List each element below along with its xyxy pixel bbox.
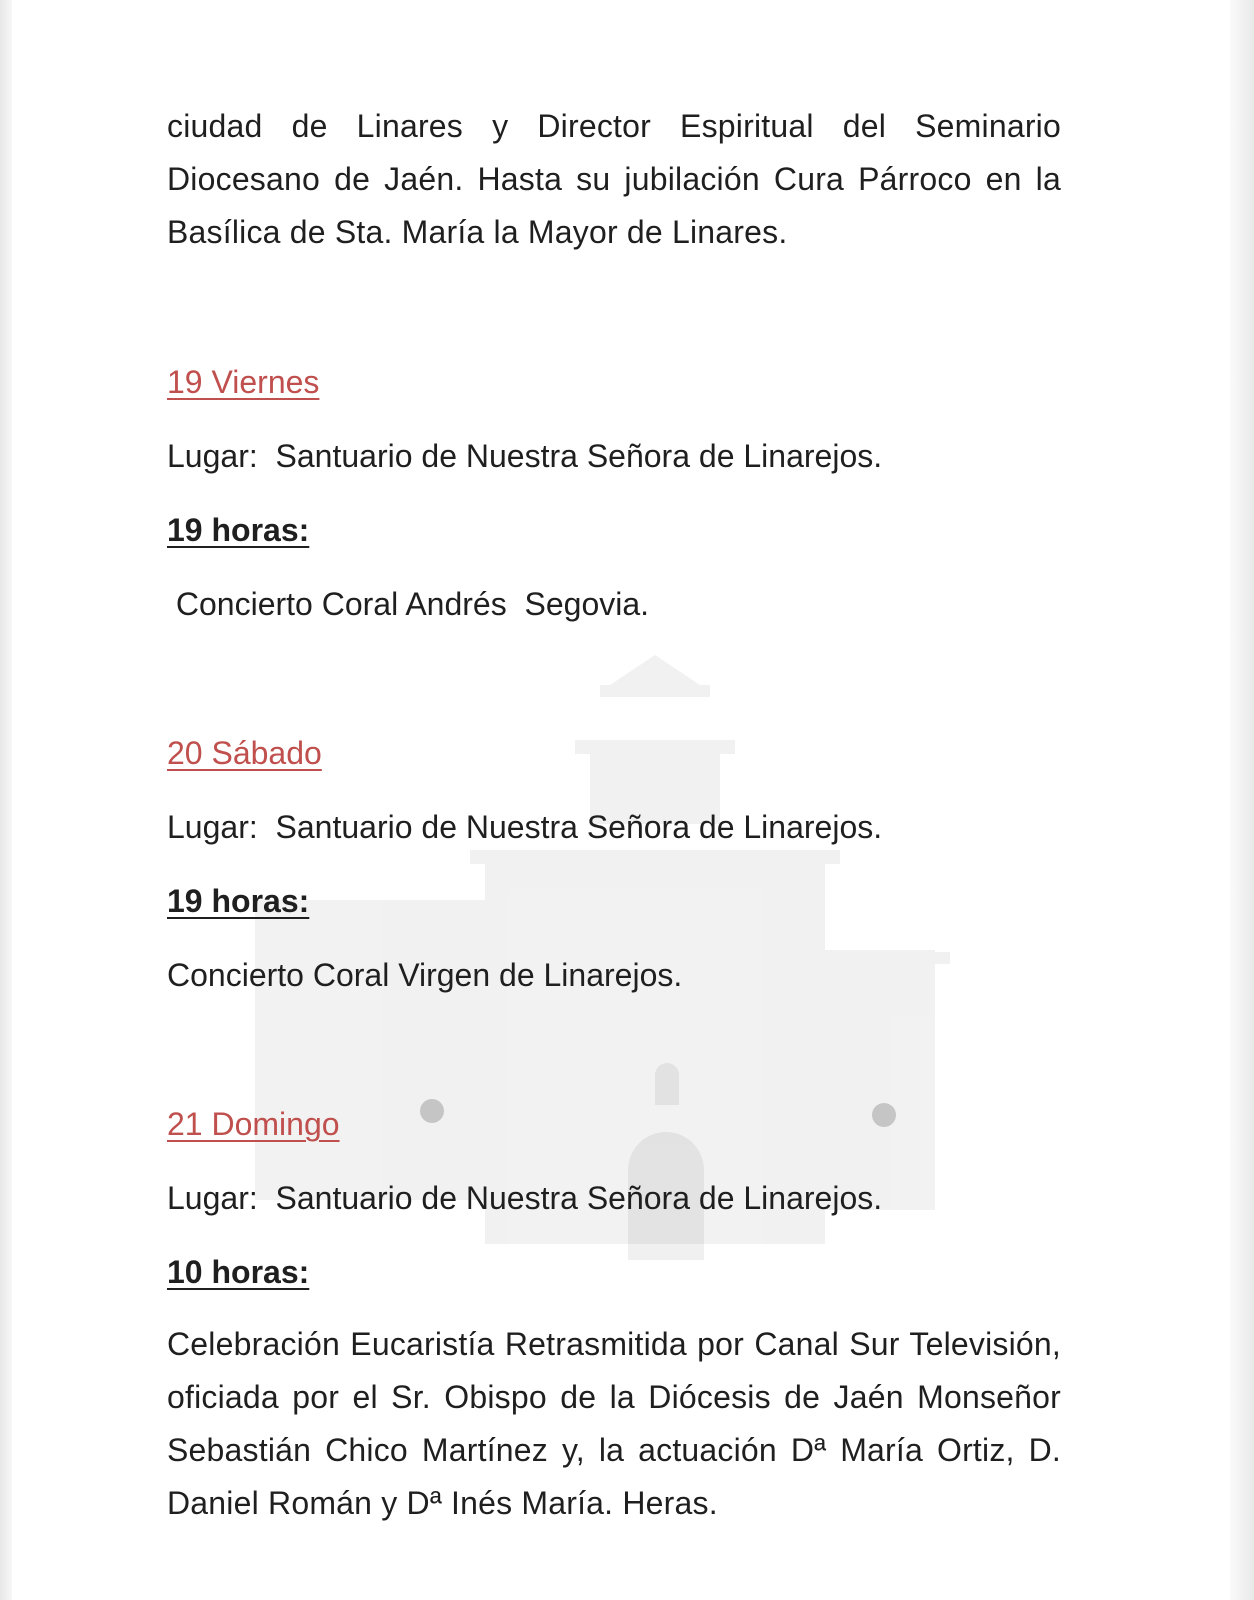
place-line: Lugar: Santuario de Nuestra Señora de Linarejos.: [167, 809, 883, 845]
hour-heading: 10 horas:: [167, 1254, 310, 1290]
event-paragraph: Celebración Eucaristía Retrasmitida por Canal Sur Televisión, oficiada por el Sr. Obispo de la Diócesis de Jaén Monseñor Sebastián Chico Martínez y, la actuación Dª María Ortiz, D. Daniel Román y Dª Inés María. Heras.: [167, 1326, 1061, 1521]
event-line: Concierto Coral Virgen de Linarejos.: [167, 957, 683, 993]
intro-paragraph: ciudad de Linares y Director Espiritual del Seminario Diocesano de Jaén. Hasta su jubilación Cura Párroco en la Basílica de Sta. María la Mayor de Linares.: [167, 108, 1061, 250]
event-line: Concierto Coral Andrés Segovia.: [167, 586, 650, 622]
page-left-edge: [0, 0, 12, 1600]
hour-heading: 19 horas:: [167, 883, 310, 919]
day-title-sabado: 20 Sábado: [167, 735, 322, 771]
day-title-viernes: 19 Viernes: [167, 364, 320, 400]
place-line: Lugar: Santuario de Nuestra Señora de Linarejos.: [167, 438, 883, 474]
hour-heading: 19 horas:: [167, 512, 310, 548]
day-title-domingo: 21 Domingo: [167, 1106, 340, 1142]
page-right-edge: [1230, 0, 1254, 1600]
place-line: Lugar: Santuario de Nuestra Señora de Linarejos.: [167, 1180, 883, 1216]
